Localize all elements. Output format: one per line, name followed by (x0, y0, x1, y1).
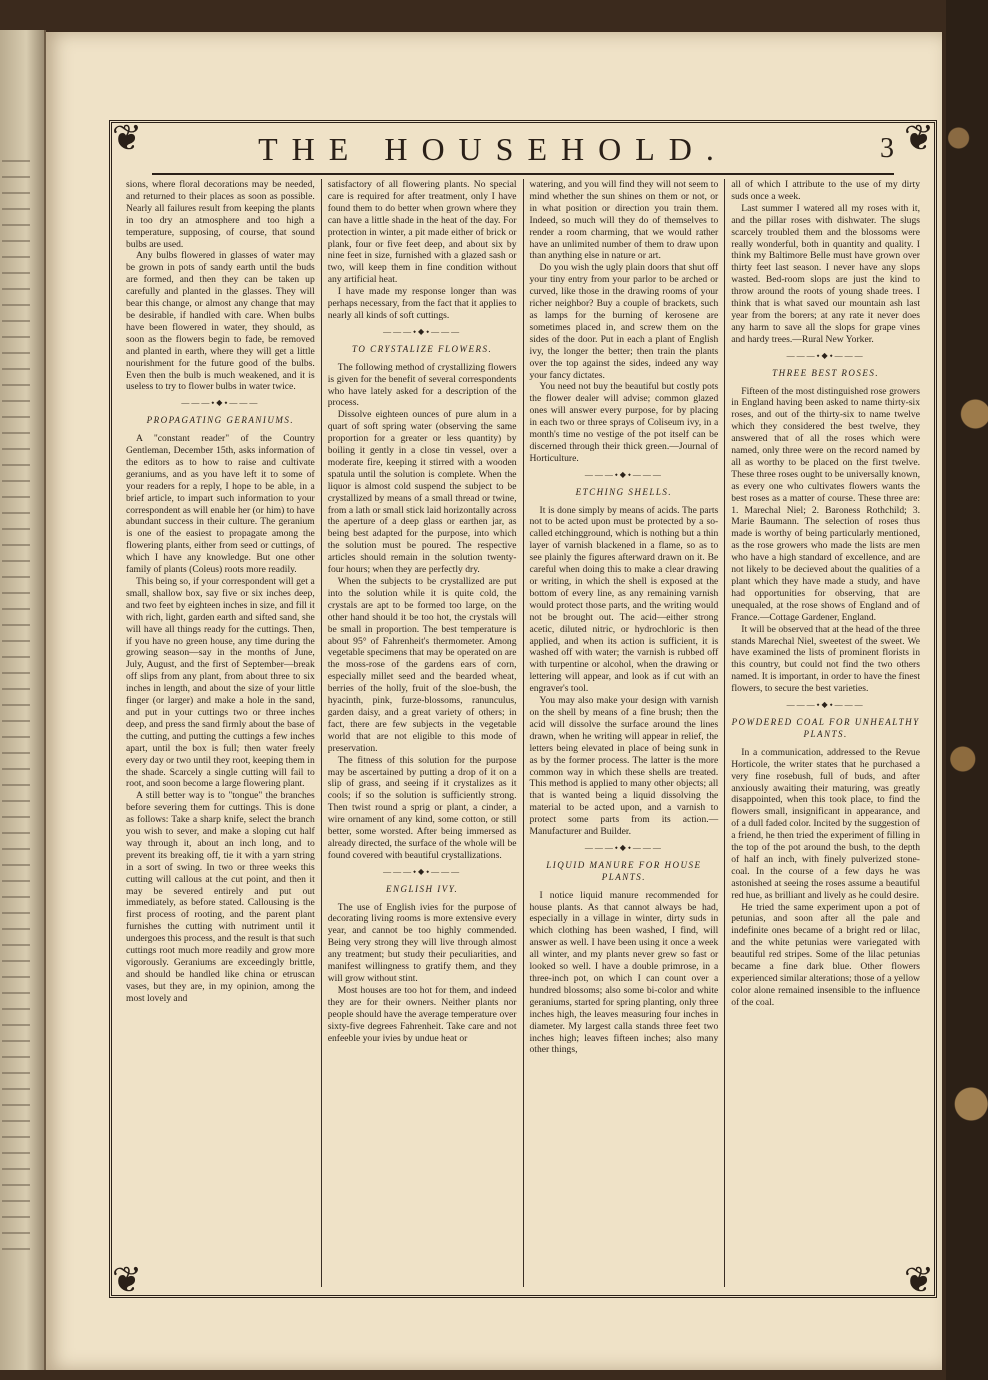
article-paragraph: Dissolve eighteen ounces of pure alum in a quart of soft spring water (observing the same proportion for a greater or less quantity) by boiling it gently in a close tin vessel, over a moderate fire, keeping it stirred with a wooden spatula until the solution is complete. When the liquor is almost cold suspend the subject to be crystallized by means of a small thread or twine, from a lath or small stick laid horizontally across the aperture of a deep glass or earthen jar, as being best adapted for the purpose, into which the solution must be poured. The respective articles should remain in the solution twenty-four hours; when they are perfectly dry. (327, 409, 517, 576)
publication-title: THE HOUSEHOLD. (258, 131, 728, 167)
article-paragraph: The use of English ivies for the purpose of decorating living rooms is more extensive every year, and cannot be too highly commended. Being very strong they will live through almost any treatment; but study their peculiarities, and manifest willingness to gratify them, and they will grow without stint. (327, 901, 517, 984)
article-paragraph: In a communication, addressed to the Revue Horticole, the writer states that he purchased a very fine rosebush, full of buds, and after anxiously awaiting their maturing, was greatly disappointed, when this took place, to find the flowers small, insignificant in appearance, and of a dull faded color. Incited by the suggestion of a friend, he then tried the experiment of filling in the top of the pot around the bush, to the depth of half an inch, with finely pulverized stone-coal. In the course of a few days he was astonished at seeing the roses assume a beautiful red hue, as brilliant and lively as he could desire. (731, 746, 920, 901)
previous-page-text-fragments (2, 160, 30, 1260)
article-paragraph: A still better way is to "tongue" the branches before severing them for cuttings. This is done as follows: Take a sharp knife, select the branch you wish to sever, and make a sloping cut half way through it, about an inch long, and to prevent its breaking off, tie it with a yarn string in a sort of swing. In two or three weeks this cutting will callous at the cut point, and then it may be severed entirely and put out immediately, as before stated. Callousing is the first process of rooting, and the parent plant furnishes the cutting with nutriment until it undergoes this process, and the result is that such cuttings root much more readily and grow more vigorously. Geraniums are exceedingly brittle, and should be handled like china or etruscan vases, but they are, in my opinion, among the most lovely and (126, 790, 315, 1004)
corner-ornament-icon: ❦ (111, 1260, 143, 1300)
section-divider-ornament (731, 699, 920, 711)
article-paragraph: It will be observed that at the head of the three stands Marechal Niel, sweetest of the sweet. We have examined the lists of prominent florists in this country, but could not find the two others named. It is important, in order to have the finest flowers, to secure the best varieties. (731, 623, 920, 695)
corner-ornament-icon: ❦ (111, 118, 143, 158)
text-columns (120, 179, 926, 1287)
column-1 (120, 179, 322, 1287)
article-paragraph: watering, and you will find they will not seem to mind whether the sun shines on them or not, or in what position or direction you train them. Indeed, so much will they do of themselves to render a room charming, that we would rather have an unlimited number of them to draw upon than anything else in nature or art. (529, 179, 719, 262)
article-paragraph: I have made my response longer than was perhaps necessary, from the fact that it applies to nearly all kinds of soft cuttings. (327, 286, 517, 321)
section-divider-ornament (126, 397, 315, 409)
article-heading: ENGLISH IVY. (386, 883, 459, 894)
previous-page-edge (0, 30, 46, 1370)
article-heading: LIQUID MANURE FOR HOUSE PLANTS. (546, 859, 702, 882)
article-paragraph: all of which I attribute to the use of my dirty suds once a week. (731, 179, 920, 202)
article-paragraph: This being so, if your correspondent will get a small, shallow box, say five or six inches deep, and two feet by eighteen inches in size, and fill it with rich, light, garden earth and sifted sand, she will have all things ready for the cuttings. Then, if you have no green house, any time during the growing season—say in the months of June, July, August, and the first of September—break off slips from any plant, from about three to six inches in length, and about the size of your little finger (or larger) and make a hole in the sand, and put in your cuttings two or three inches deep, and press the sand firmly about the base of the cutting, and putting the cuttings a few inches apart, until the box is full; then water freely every day or two until they root, keeping them in the shade. Scarcely a single cutting will fail to root, and soon become a large flowering plant. (126, 576, 315, 790)
article-paragraph: You need not buy the beautiful but costly pots the flower dealer will advise; common glazed ones will answer every purpose, for by placing in each two or three sprays of Coliseum ivy, in a month's time no vestige of the pot itself can be discerned through their thick green.—Journal of Horticulture. (529, 381, 719, 464)
article-paragraph: The following method of crystallizing flowers is given for the benefit of several correspondents who have lately asked for a description of the process. (327, 361, 517, 409)
article-paragraph: satisfactory of all flowering plants. No special care is required for after treatment, only I have found them to do better when grown where they can have a little shade in the heat of the day. For protection in winter, a pit made either of brick or plank, four or five feet deep, and about six by nine feet in size, furnished with a glazed sash or two, will keep them in fine condition without any artificial heat. (327, 179, 517, 286)
article-paragraph: It is done simply by means of acids. The parts not to be acted upon must be protected by a so-called etchingground, which is nothing but a thin layer of varnish blackened in a flame, so as to see plainly the figures afterward drawn on it. Be careful when doing this to make a clear drawing or writing, in which the shell is exposed at the bottom of every line, as any remaining varnish would protect those parts, and the writing would not be brought out. The acid—either strong acetic, diluted nitric, or hydrochloric is then applied, and when its action is sufficient, it is washed off with water; the varnish is rubbed off with turpentine or alcohol, when the drawing or lettering will appear, and look as if cut with an engraver's tool. (529, 504, 719, 695)
article-paragraph: Last summer I watered all my roses with it, and the pillar roses with dishwater. The slugs scarcely troubled them and the blossoms were really wonderful, both in quantity and quality. I think my Baltimore Belle must have grown over thirty feet last season. I never have any slops wasted. Bed-room slops are just the kind to throw around the roots of young shade trees. I think that is what saved our mountain ash last year from the borers; at any rate it never does any harm to save all the slops for grape vines and hardy trees.—Rural New Yorker. (731, 202, 920, 345)
article-heading: TO CRYSTALIZE FLOWERS. (351, 343, 493, 354)
page-number: 3 (880, 133, 894, 164)
article-paragraph: When the subjects to be crystallized are put into the solution while it is quite cold, the crystals are apt to be formed too large, on the other hand should it be too hot, the crystals will be small in proportion. The best temperature is about 95° of Fahrenheit's thermometer. Among vegetable specimens that may be operated on are the moss-rose of the gardens ears of corn, especially millet seed and the bearded wheat, berries of the holly, fruit of the sloe-bush, the hyacinth, pink, furze-blossoms, ranunculus, garden daisy, and a great variety of others; in fact, there are few subjects in the vegetable world that are not eligible to this mode of preservation. (327, 576, 517, 754)
column-3 (524, 179, 726, 1287)
article-paragraph: Any bulbs flowered in glasses of water may be grown in pots of sandy earth until the buds are formed, and then they can be taken up carefully and planted in the glasses. They will bear this change, or almost any change that may be desirable, if handled with care. When bulbs have been flowered in water, they should, as soon as the flowers begin to fade, be removed and planted in earth, where they will get a little nourishment for the future good of the bulbs. Even then the bulb is much weakened, and it is useless to try to flower bulbs in water twice. (126, 250, 315, 393)
section-divider-ornament (328, 866, 517, 878)
article-paragraph: sions, where floral decorations may be needed, and returned to their places as soon as possible. Nearly all failures result from keeping the plants in too dry an atmosphere and too high a temperature, supposing, of course, that sound bulbs are used. (126, 179, 315, 250)
article-paragraph: Do you wish the ugly plain doors that shut off your tiny entry from your parlor to be arched or curved, like those in the drawing rooms of your richer neighbor? Buy a couple of brackets, such as lamps for the burning of kerosene are sometimes placed in, and screw them on the sides of the door. Put in each a plant of English ivy, the longer the better; then train the plants over the top against the sides, indeed any way your fancy dictates. (529, 262, 719, 381)
article-paragraph: You may also make your design with varnish on the shell by means of a fine brush; then the acid will dissolve the surface around the lines drawn, when he writing will appear in relief, the letters being elevated in place of being sunk in as by the former process. The latter is the more common way in which these shells are treated. This method is applied to many other objects; all that is wanted being a liquid dissolving the material to be acted upon, and a varnish to protect some parts from its action.—Manufacturer and Builder. (529, 695, 719, 838)
section-divider-ornament (731, 350, 920, 362)
corner-ornament-icon: ❦ (903, 118, 935, 158)
article-heading: ETCHING SHELLS. (575, 486, 673, 497)
article-paragraph: Fifteen of the most distinguished rose growers in England having been asked to name thirty-six roses, and out of the thirty-six to name twelve which they considered the best twelve, they answered that of all the roses which were named, only three were on the record named by all as worthy to be placed on the first twelve. These three roses ought to be universally known, as every one who cultivates flowers wants the best roses as a matter of course. These three are: 1. Marechal Niel; 2. Baroness Rothchild; 3. Marie Baumann. The selection of roses thus made is worthy of being particularly mentioned, as the rose growers who made the lists are men who have a high standard of excellence, and are not likely to be decieved about the qualities of a plant which they have made a study, and have had opportunities for observing, that are unequaled, at the rose shows of England and of France.—Cottage Gardener, England. (731, 385, 920, 623)
column-2 (322, 179, 524, 1287)
article-paragraph: I notice liquid manure recommended for house plants. As that cannot always be had, especially in a village in winter, dirty suds in which clothing has been washed, I find, will answer as well. I have been using it once a week all winter, and my plants never grew so fast or looked so well. I have a double primrose, in a three-inch pot, on which I can count over a hundred blossoms; also some bi-color and white geraniums, started for spring planting, only three inches high, the leaves measuring four inches in diameter. My largest calla stands three feet two inches high; leaves fifteen inches; also many other things, (529, 889, 719, 1056)
article-paragraph: A "constant reader" of the Country Gentleman, December 15th, asks information of the editors as to how to raise and cultivate geraniums, and as you have left it to some of your readers for a reply, I hope to be able, in a brief article, to impart such information to your correspondent as will enable her (or him) to have abundant success in their culture. The geranium is one of the easiest to propagate among the flowering plants, either from seed or cuttings, of which I have any knowledge. But one other family of plants (Coleus) roots more readily. (126, 433, 315, 576)
article-paragraph: The fitness of this solution for the purpose may be ascertained by putting a drop of it on a slip of grass, and seeing if it crystalizes as it cools; if so the solution is sufficiently strong. Then twist round a sprig or plant, a cinder, a wire ornament of any kind, some cotton, or still better, some worsted. After being immersed as already directed, the surface of the whole will be found covered with beautiful crystallizations. (327, 754, 517, 861)
column-4 (725, 179, 926, 1287)
article-heading: POWDERED COAL FOR UNHEALTHY PLANTS. (731, 716, 920, 739)
corner-ornament-icon: ❦ (903, 1260, 935, 1300)
newspaper-page (46, 32, 942, 1370)
masthead (152, 129, 894, 175)
article-paragraph: He tried the same experiment upon a pot of petunias, and soon after all the pale and indefinite ones became of a bright red or lilac, and the white petunias were variegated with beautiful red stripes. Some of the lilac petunias became a fine dark blue. Other flowers experienced similar alterations; those of a yellow color alone remained insensible to the influence of the coal. (731, 901, 920, 1008)
section-divider-ornament (530, 469, 719, 481)
marbled-book-edge (946, 0, 988, 1380)
article-heading: PROPAGATING GERANIUMS. (146, 415, 295, 426)
page-border-frame (109, 120, 937, 1298)
article-heading: THREE BEST ROSES. (772, 367, 880, 378)
section-divider-ornament (530, 842, 719, 854)
section-divider-ornament (328, 326, 517, 338)
article-paragraph: Most houses are too hot for them, and indeed they are for their owners. Neither plants nor people should have the average temperature over sixty-five degrees Fahrenheit. Take care and not enfeeble your ivies by undue heat or (327, 984, 517, 1044)
